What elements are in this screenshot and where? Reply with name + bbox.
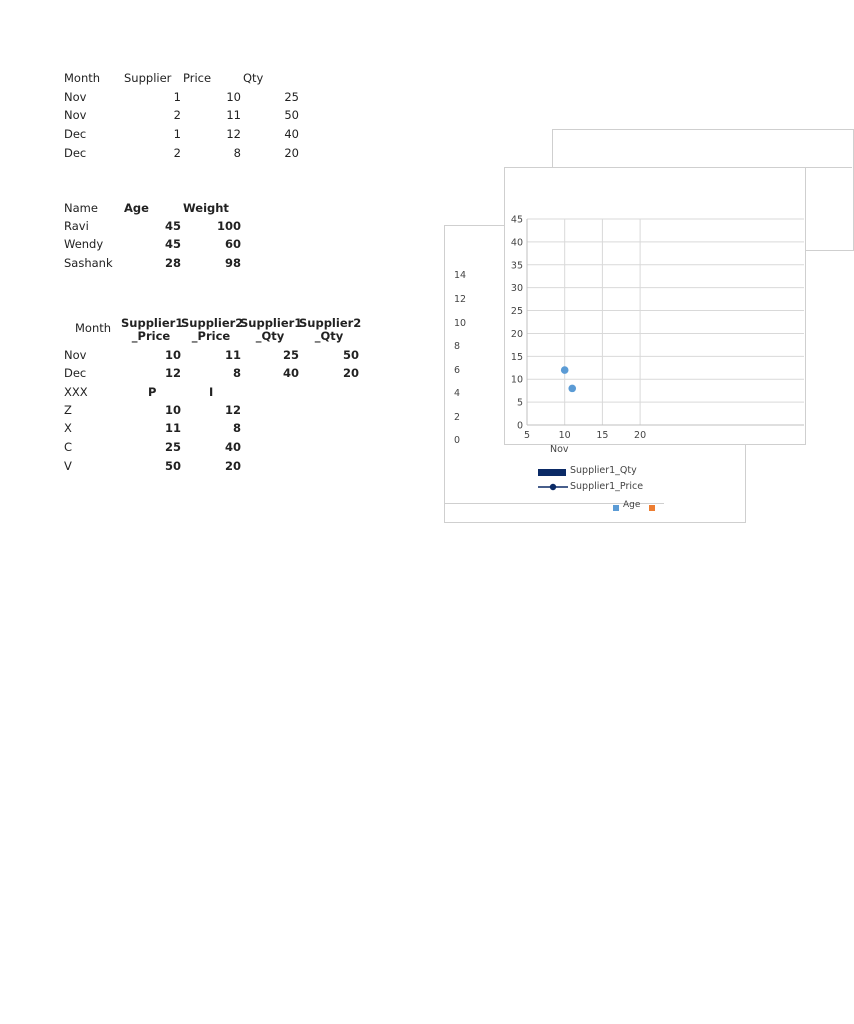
col-header-supplier2-price[interactable]: Supplier2 — [181, 316, 244, 330]
cell[interactable]: 12 — [224, 403, 241, 417]
cell[interactable]: Nov — [64, 108, 87, 122]
cell[interactable]: Dec — [64, 146, 87, 160]
cell[interactable]: 45 — [164, 237, 181, 251]
cell[interactable]: 28 — [164, 256, 181, 270]
cell[interactable]: Nov — [64, 90, 87, 104]
cell[interactable]: 2 — [173, 146, 181, 160]
cell[interactable]: 50 — [284, 108, 299, 122]
col-header-age[interactable]: Age — [124, 201, 149, 215]
legend-supplier1-price-label: Supplier1_Price — [570, 481, 644, 492]
cell[interactable]: Ravi — [64, 219, 89, 233]
cell[interactable]: 40 — [224, 440, 241, 454]
ytick-label: 35 — [510, 260, 523, 272]
col-header-supplier1-price[interactable]: Supplier1 — [121, 316, 184, 330]
ytick-label: 30 — [510, 283, 523, 295]
cell[interactable]: 45 — [164, 219, 181, 233]
col-header-supplier2-qty-suffix[interactable]: _Qty — [314, 329, 344, 343]
xtick-label: 5 — [523, 430, 531, 441]
cell[interactable]: 8 — [232, 421, 241, 435]
cell[interactable]: 20 — [342, 366, 359, 380]
col-header-weight[interactable]: Weight — [183, 201, 229, 215]
col-header-qty[interactable]: Qty — [243, 71, 264, 85]
ytick-label: 0 — [454, 435, 461, 446]
ytick-label: 4 — [454, 388, 461, 399]
cell[interactable]: 20 — [224, 459, 241, 473]
cell[interactable]: 50 — [342, 348, 359, 362]
cell[interactable]: 2 — [173, 108, 181, 122]
cell[interactable]: 10 — [226, 90, 241, 104]
ytick-label: 8 — [454, 341, 461, 352]
col-header-supplier1-qty[interactable]: Supplier1 — [240, 316, 303, 330]
col-header-price[interactable]: Price — [183, 71, 212, 85]
chart-frame-back-inner — [552, 129, 852, 168]
ytick-label: 10 — [454, 318, 467, 329]
cell[interactable]: 40 — [284, 127, 299, 141]
cell[interactable]: 12 — [164, 366, 181, 380]
cell[interactable]: 98 — [224, 256, 241, 270]
cell[interactable]: Dec — [64, 127, 87, 141]
cell[interactable]: V — [64, 459, 72, 473]
cell[interactable]: Dec — [64, 366, 87, 380]
ytick-label: 6 — [454, 365, 461, 376]
cell[interactable]: 8 — [232, 366, 241, 380]
cell[interactable]: 11 — [224, 348, 241, 362]
cell[interactable]: 12 — [226, 127, 241, 141]
cell[interactable]: C — [64, 440, 73, 454]
col-header-supplier2-price-suffix[interactable]: _Price — [191, 329, 231, 343]
col-header-name[interactable]: Name — [64, 201, 98, 215]
xtick-label: 15 — [596, 430, 609, 441]
ytick-label: 0 — [516, 420, 523, 432]
ytick-label: 5 — [516, 397, 523, 409]
ytick-label: 45 — [510, 214, 523, 226]
col-header-xxx[interactable]: XXX — [64, 385, 88, 399]
cell[interactable]: 50 — [164, 459, 181, 473]
cell[interactable]: 25 — [282, 348, 299, 362]
cell[interactable]: X — [64, 421, 72, 435]
ytick-label: 10 — [510, 374, 523, 386]
xtick-label: 20 — [634, 430, 647, 441]
cell[interactable]: 11 — [164, 421, 181, 435]
col-header-supplier1-price-suffix[interactable]: _Price — [131, 329, 171, 343]
cell[interactable]: 100 — [216, 219, 241, 233]
cell[interactable]: 25 — [284, 90, 299, 104]
legend-series2-marker — [649, 505, 655, 511]
ytick-label: 40 — [510, 237, 523, 249]
cell[interactable]: Nov — [64, 348, 87, 362]
col-header-month[interactable]: Month — [75, 321, 112, 335]
col-header-supplier2-qty[interactable]: Supplier2 — [299, 316, 362, 330]
cell[interactable]: Z — [64, 403, 72, 417]
scatter-point — [561, 366, 569, 374]
chart-stack — [440, 125, 656, 525]
col-header-p[interactable]: P — [148, 385, 157, 399]
cell[interactable]: Wendy — [64, 237, 104, 251]
col-header-supplier1-qty-suffix[interactable]: _Qty — [255, 329, 285, 343]
cell[interactable]: 11 — [226, 108, 241, 122]
xtick-label: 10 — [558, 430, 571, 441]
cell[interactable]: Sashank — [64, 256, 113, 270]
cell[interactable]: 40 — [282, 366, 299, 380]
ytick-label: 12 — [454, 294, 467, 305]
cell[interactable]: 1 — [173, 127, 181, 141]
cell[interactable]: 1 — [173, 90, 181, 104]
xcategory-label: Nov — [550, 444, 569, 455]
ytick-label: 2 — [454, 412, 461, 423]
col-header-i[interactable]: I — [209, 385, 214, 399]
ytick-label: 15 — [510, 351, 523, 363]
cell[interactable]: 10 — [164, 348, 181, 362]
legend-supplier1-qty-marker — [538, 469, 566, 476]
ytick-label: 25 — [510, 306, 523, 318]
col-header-supplier[interactable]: Supplier — [124, 71, 172, 85]
scatter-plot — [504, 167, 804, 455]
cell[interactable]: 25 — [164, 440, 181, 454]
cell[interactable]: 10 — [164, 403, 181, 417]
legend-supplier1-price-marker — [538, 482, 568, 492]
ytick-label: 14 — [454, 270, 467, 281]
cell[interactable]: 8 — [233, 146, 241, 160]
cell[interactable]: 20 — [284, 146, 299, 160]
legend-supplier1-qty-label: Supplier1_Qty — [570, 465, 637, 476]
ytick-label: 20 — [510, 328, 523, 340]
legend-age-marker — [613, 505, 619, 511]
legend-age-label: Age — [623, 500, 641, 510]
scatter-point — [568, 385, 576, 393]
cell[interactable]: 60 — [224, 237, 241, 251]
col-header-month[interactable]: Month — [64, 71, 101, 85]
